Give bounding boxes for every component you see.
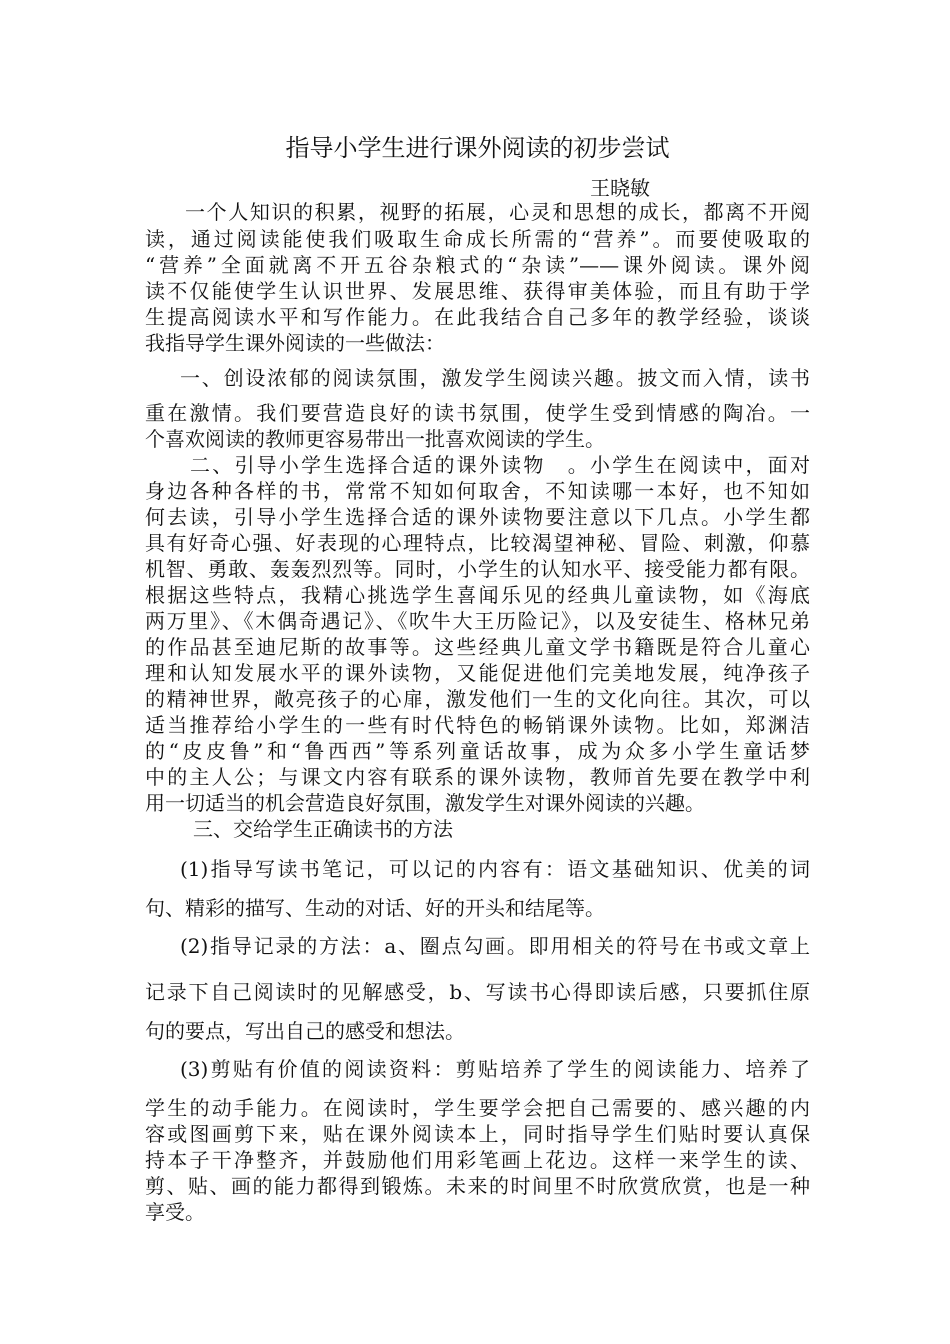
text-line: 适当推荐给小学生的一些有时代特色的畅销课外读物。比如，郑渊洁 xyxy=(145,713,810,737)
document-title: 指导小学生进行课外阅读的初步尝试 xyxy=(285,134,670,162)
text-line: “营养”全面就离不开五谷杂粮式的“杂读”——课外阅读。课外阅 xyxy=(145,253,810,277)
text-line: 句、精彩的描写、生动的对话、好的开头和结尾等。 xyxy=(145,896,605,920)
text-line: 剪、贴、画的能力都得到锻炼。未来的时间里不时欣赏欣赏，也是一种 xyxy=(145,1174,810,1198)
section-heading-line: 二、引导小学生选择合适的课外读物 。小学生在阅读中，面对 xyxy=(190,453,810,477)
text-line: 的“皮皮鲁”和“鲁西西”等系列童话故事，成为众多小学生童话梦 xyxy=(145,739,810,763)
text-line: 用一切适当的机会营造良好氛围，激发学生对课外阅读的兴趣。 xyxy=(145,791,705,815)
document-author: 王晓敏 xyxy=(590,176,650,200)
text-line: 机智、勇敢、轰轰烈烈等。同时，小学生的认知水平、接受能力都有限。 xyxy=(145,557,810,581)
text-line: 读不仅能使学生认识世界、发展思维、获得审美体验，而且有助于学 xyxy=(145,279,810,303)
text-line: 何去读，引导小学生选择合适的课外读物要注意以下几点。小学生都 xyxy=(145,505,810,529)
text-line: 的作品甚至迪尼斯的故事等。这些经典儿童文学书籍既是符合儿童心 xyxy=(145,635,810,659)
text-line: 记录下自己阅读时的见解感受，b、写读书心得即读后感，只要抓住原 xyxy=(145,980,810,1004)
text-line: 持本子干净整齐，并鼓励他们用彩笔画上花边。这样一来学生的读、 xyxy=(145,1148,810,1172)
text-line: 身边各种各样的书，常常不知如何取舍，不知读哪一本好，也不知如 xyxy=(145,479,810,503)
text-line: 学生的动手能力。在阅读时，学生要学会把自己需要的、感兴趣的内 xyxy=(145,1096,810,1120)
text-line: 中的主人公；与课文内容有联系的课外读物，教师首先要在教学中利 xyxy=(145,765,810,789)
text-line: 生提高阅读水平和写作能力。在此我结合自己多年的教学经验，谈谈 xyxy=(145,305,810,329)
text-line: 享受。 xyxy=(145,1200,205,1224)
text-line: 容或图画剪下来，贴在课外阅读本上，同时指导学生们贴时要认真保 xyxy=(145,1122,810,1146)
text-line: 重在激情。我们要营造良好的读书氛围，使学生受到情感的陶冶。一 xyxy=(145,401,810,425)
text-line: 的精神世界，敞亮孩子的心扉，激发他们一生的文化向往。其次，可以 xyxy=(145,687,810,711)
text-line: (1)指导写读书笔记，可以记的内容有：语文基础知识、优美的词 xyxy=(180,857,810,881)
text-line: 根据这些特点，我精心挑选学生喜闻乐见的经典儿童读物，如《海底 xyxy=(145,583,810,607)
text-line: 个喜欢阅读的教师更容易带出一批喜欢阅读的学生。 xyxy=(145,427,605,451)
text-line: (3)剪贴有价值的阅读资料：剪贴培养了学生的阅读能力、培养了 xyxy=(180,1057,810,1081)
text-line: 理和认知发展水平的课外读物，又能促进他们完美地发展，纯净孩子 xyxy=(145,661,810,685)
section-heading-line: 一、创设浓郁的阅读氛围，激发学生阅读兴趣。披文而入情，读书 xyxy=(180,366,810,390)
text-line: 读，通过阅读能使我们吸取生命成长所需的“营养”。而要使吸取的 xyxy=(145,227,810,251)
text-line: 两万里》、《木偶奇遇记》、《吹牛大王历险记》，以及安徒生、格林兄弟 xyxy=(145,609,810,633)
text-line: 我指导学生课外阅读的一些做法： xyxy=(145,331,445,355)
text-line: (2)指导记录的方法：a、圈点勾画。即用相关的符号在书或文章上 xyxy=(180,934,810,958)
text-line: 句的要点，写出自己的感受和想法。 xyxy=(145,1019,465,1043)
section-heading-line: 三、交给学生正确读书的方法 xyxy=(193,817,453,841)
text-line: 一个人知识的积累，视野的拓展，心灵和思想的成长，都离不开阅 xyxy=(185,200,810,224)
text-line: 具有好奇心强、好表现的心理特点，比较渴望神秘、冒险、刺激，仰慕 xyxy=(145,531,810,555)
